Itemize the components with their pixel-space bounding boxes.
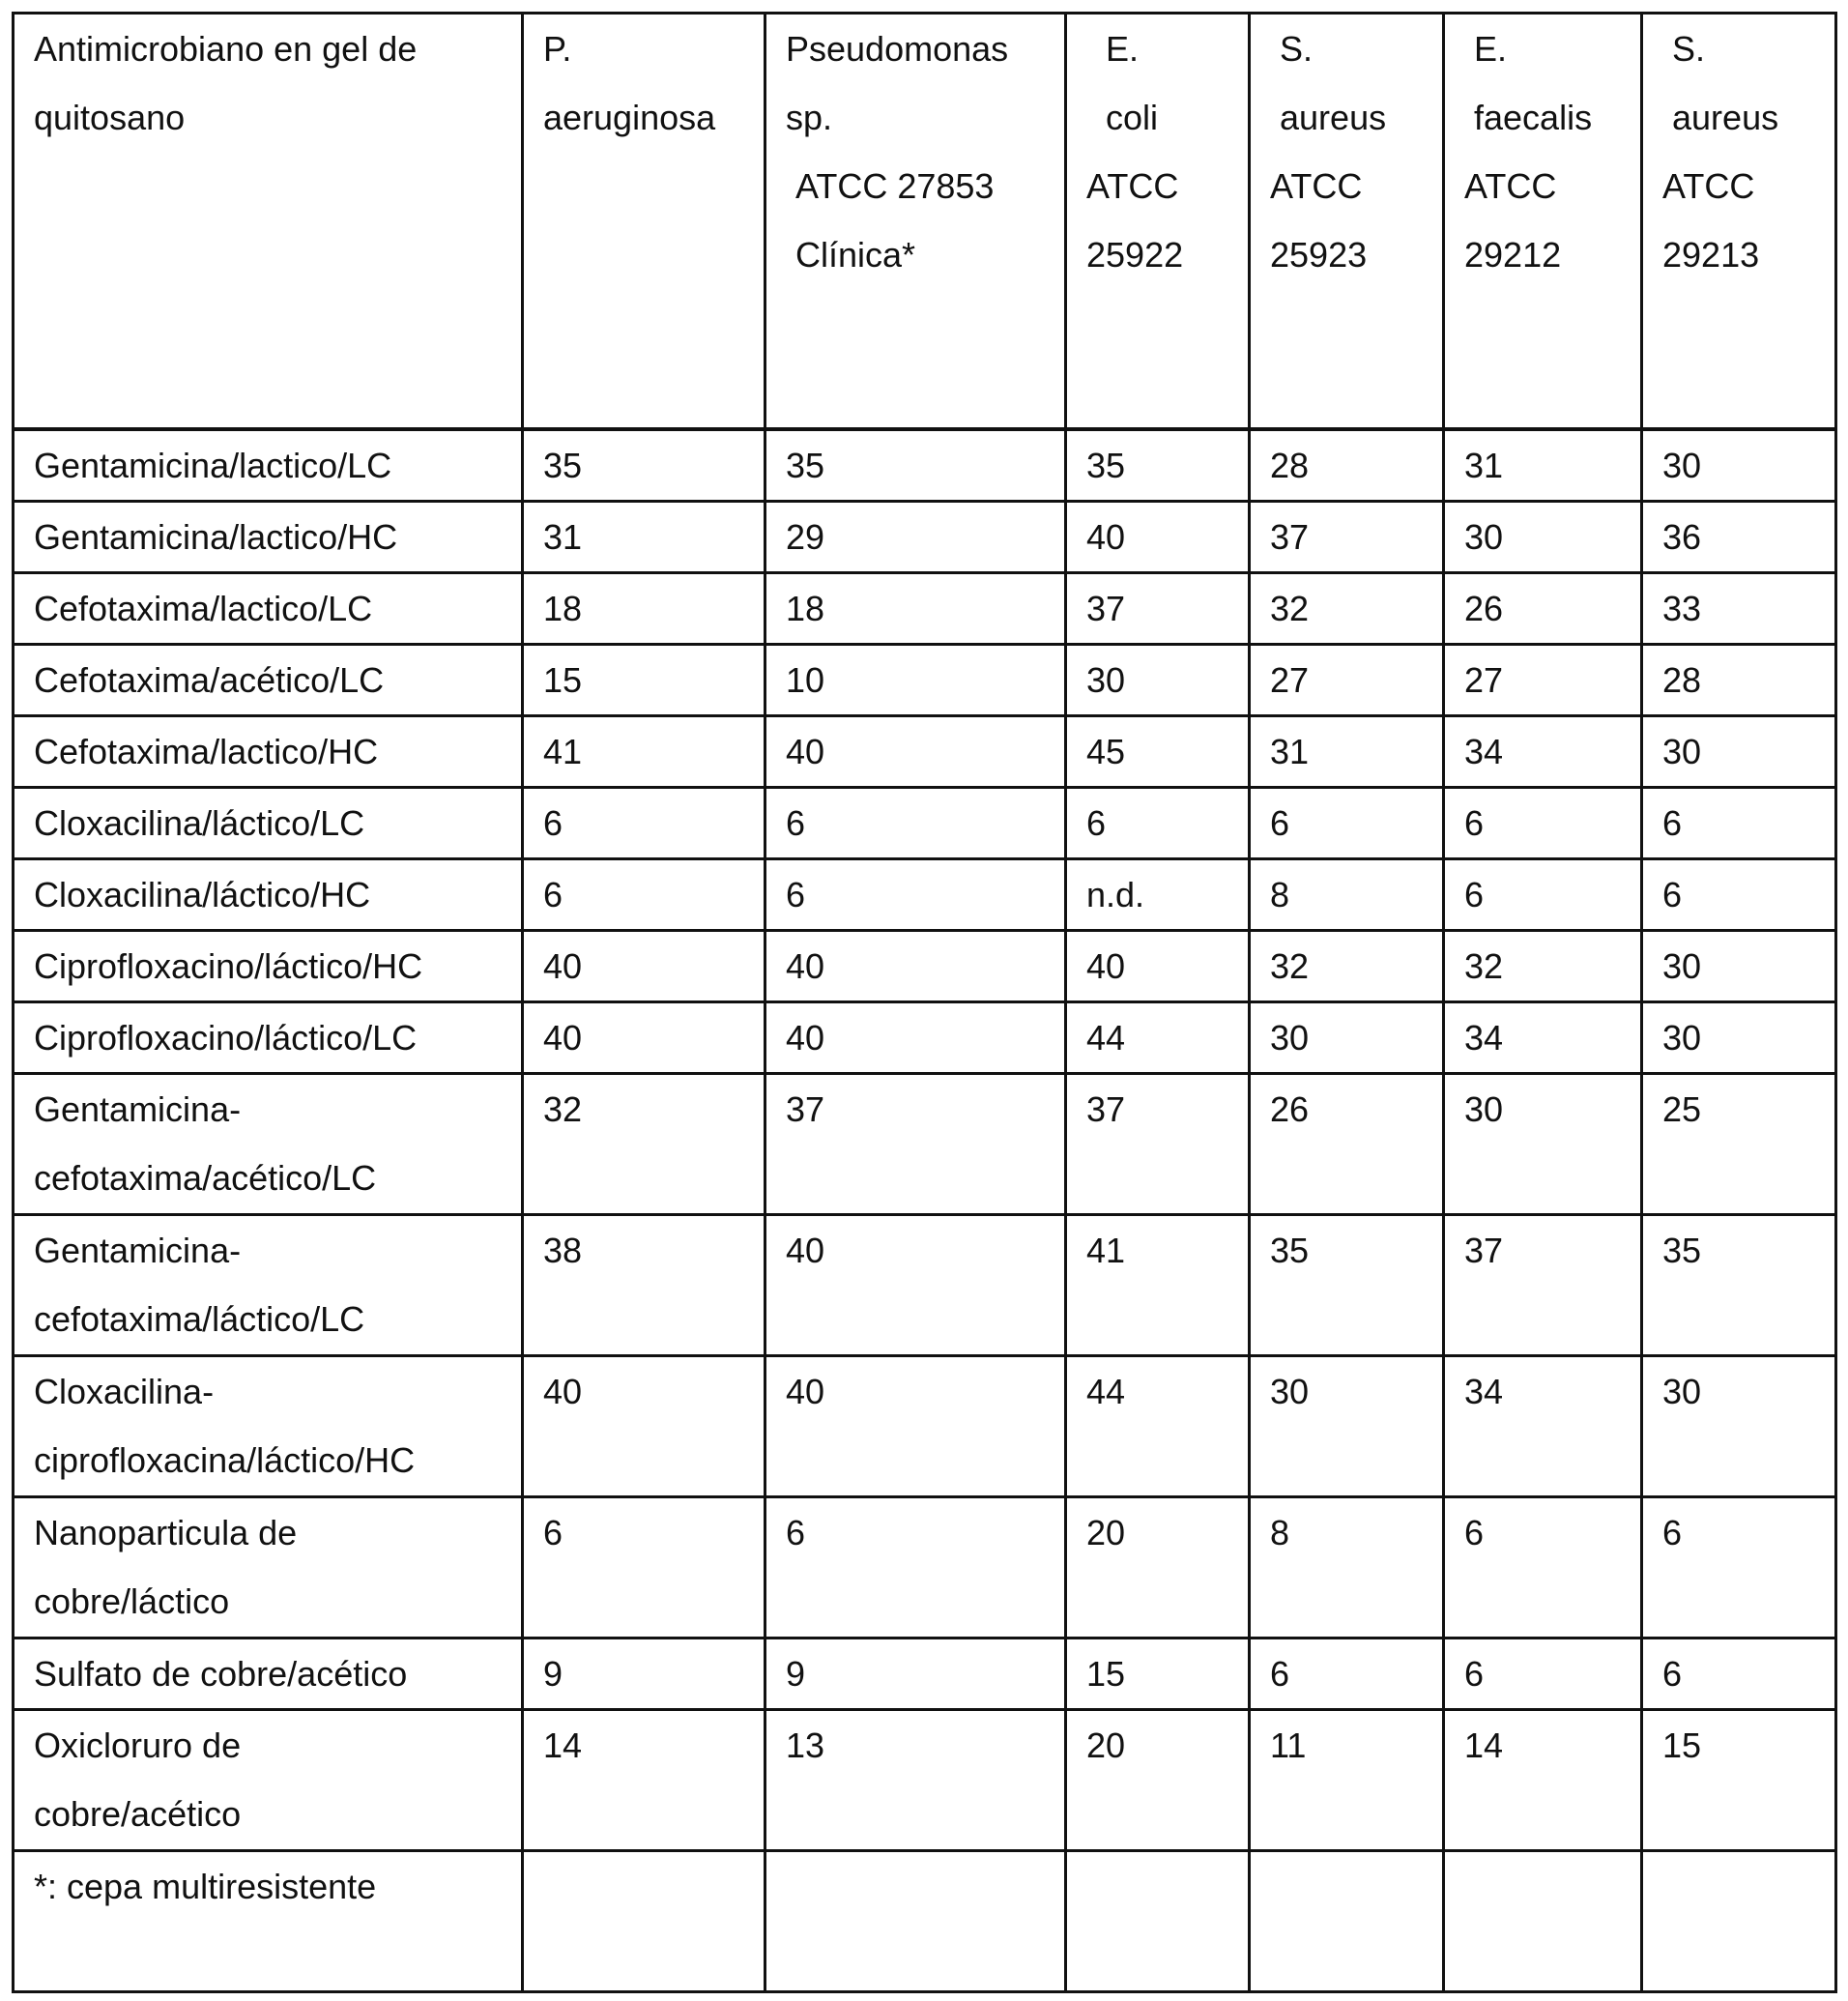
- header-cell: Antimicrobiano en gel de quitosano: [14, 14, 523, 430]
- value-cell: 32: [1250, 931, 1444, 1002]
- value-cell: 6: [765, 1497, 1066, 1638]
- header-cell: P. aeruginosa: [523, 14, 765, 430]
- row-label: Nanoparticula de cobre/láctico: [14, 1497, 523, 1638]
- row-label: Oxicloruro de cobre/acético: [14, 1710, 523, 1851]
- value-cell: 25: [1642, 1074, 1836, 1215]
- value-cell: 40: [765, 1215, 1066, 1356]
- row-label: Ciprofloxacino/láctico/HC: [14, 931, 523, 1002]
- value-cell: 30: [1642, 931, 1836, 1002]
- value-cell: 34: [1444, 1002, 1642, 1074]
- table-row: [14, 859, 1836, 931]
- value-cell: 31: [1250, 716, 1444, 788]
- value-cell: 30: [1642, 429, 1836, 502]
- row-label: Cloxacilina/láctico/LC: [14, 788, 523, 859]
- value-cell: 40: [765, 716, 1066, 788]
- row-label: Cefotaxima/lactico/HC: [14, 716, 523, 788]
- value-cell: 6: [1250, 1638, 1444, 1710]
- value-cell: 27: [1444, 645, 1642, 716]
- empty-cell: [765, 1851, 1066, 1992]
- value-cell: 9: [765, 1638, 1066, 1710]
- value-cell: 10: [765, 645, 1066, 716]
- value-cell: 30: [1642, 1356, 1836, 1497]
- table-row: [14, 1638, 1836, 1710]
- value-cell: 18: [523, 573, 765, 645]
- value-cell: 20: [1066, 1497, 1250, 1638]
- table-row: [14, 1710, 1836, 1851]
- value-cell: 28: [1250, 429, 1444, 502]
- table-row: [14, 931, 1836, 1002]
- empty-cell: [1066, 1851, 1250, 1992]
- table-row: [14, 1356, 1836, 1497]
- table-row: [14, 429, 1836, 502]
- results-table: [12, 12, 1837, 1993]
- header-cell: Pseudomonas sp. ATCC 27853 Clínica*: [765, 14, 1066, 430]
- value-cell: 40: [765, 931, 1066, 1002]
- footnote: *: cepa multiresistente: [14, 1851, 523, 1992]
- value-cell: 6: [1642, 859, 1836, 931]
- value-cell: 34: [1444, 1356, 1642, 1497]
- value-cell: 6: [1444, 1638, 1642, 1710]
- value-cell: 6: [1444, 788, 1642, 859]
- value-cell: 40: [523, 1356, 765, 1497]
- value-cell: 14: [1444, 1710, 1642, 1851]
- value-cell: 26: [1444, 573, 1642, 645]
- row-label: Sulfato de cobre/acético: [14, 1638, 523, 1710]
- value-cell: 30: [1444, 502, 1642, 573]
- value-cell: 31: [523, 502, 765, 573]
- value-cell: 13: [765, 1710, 1066, 1851]
- value-cell: 35: [523, 429, 765, 502]
- value-cell: 35: [1066, 429, 1250, 502]
- header-cell: S. aureus ATCC 29213: [1642, 14, 1836, 430]
- value-cell: 35: [765, 429, 1066, 502]
- value-cell: 37: [1444, 1215, 1642, 1356]
- empty-cell: [1250, 1851, 1444, 1992]
- value-cell: 40: [1066, 931, 1250, 1002]
- value-cell: 26: [1250, 1074, 1444, 1215]
- value-cell: 38: [523, 1215, 765, 1356]
- value-cell: 30: [1250, 1356, 1444, 1497]
- value-cell: 44: [1066, 1356, 1250, 1497]
- footnote-row: [14, 1851, 1836, 1992]
- value-cell: 30: [1642, 716, 1836, 788]
- value-cell: 33: [1642, 573, 1836, 645]
- value-cell: 15: [1642, 1710, 1836, 1851]
- value-cell: 6: [1642, 1497, 1836, 1638]
- table-row: [14, 645, 1836, 716]
- value-cell: 37: [765, 1074, 1066, 1215]
- value-cell: 34: [1444, 716, 1642, 788]
- value-cell: 40: [765, 1356, 1066, 1497]
- value-cell: 44: [1066, 1002, 1250, 1074]
- value-cell: 15: [1066, 1638, 1250, 1710]
- row-label: Gentamicina- cefotaxima/acético/LC: [14, 1074, 523, 1215]
- value-cell: 9: [523, 1638, 765, 1710]
- table-row: [14, 716, 1836, 788]
- empty-cell: [1642, 1851, 1836, 1992]
- value-cell: 31: [1444, 429, 1642, 502]
- value-cell: 37: [1066, 1074, 1250, 1215]
- value-cell: 41: [523, 716, 765, 788]
- value-cell: 28: [1642, 645, 1836, 716]
- row-label: Gentamicina- cefotaxima/láctico/LC: [14, 1215, 523, 1356]
- value-cell: 6: [1642, 788, 1836, 859]
- value-cell: 32: [523, 1074, 765, 1215]
- value-cell: 40: [523, 931, 765, 1002]
- header-cell: S. aureus ATCC 25923: [1250, 14, 1444, 430]
- value-cell: 6: [523, 788, 765, 859]
- empty-cell: [1444, 1851, 1642, 1992]
- value-cell: 37: [1066, 573, 1250, 645]
- value-cell: 35: [1250, 1215, 1444, 1356]
- value-cell: 8: [1250, 1497, 1444, 1638]
- value-cell: 37: [1250, 502, 1444, 573]
- value-cell: 30: [1250, 1002, 1444, 1074]
- empty-cell: [523, 1851, 765, 1992]
- header-cell: E. coli ATCC 25922: [1066, 14, 1250, 430]
- table-row: [14, 573, 1836, 645]
- row-label: Gentamicina/lactico/LC: [14, 429, 523, 502]
- value-cell: 14: [523, 1710, 765, 1851]
- value-cell: 35: [1642, 1215, 1836, 1356]
- value-cell: n.d.: [1066, 859, 1250, 931]
- value-cell: 6: [1642, 1638, 1836, 1710]
- value-cell: 6: [1444, 1497, 1642, 1638]
- table-row: [14, 1074, 1836, 1215]
- value-cell: 40: [765, 1002, 1066, 1074]
- value-cell: 40: [523, 1002, 765, 1074]
- value-cell: 11: [1250, 1710, 1444, 1851]
- value-cell: 36: [1642, 502, 1836, 573]
- table-row: [14, 1002, 1836, 1074]
- row-label: Ciprofloxacino/láctico/LC: [14, 1002, 523, 1074]
- value-cell: 32: [1250, 573, 1444, 645]
- value-cell: 6: [765, 788, 1066, 859]
- value-cell: 6: [1444, 859, 1642, 931]
- table-row: [14, 502, 1836, 573]
- header-cell: E. faecalis ATCC 29212: [1444, 14, 1642, 430]
- value-cell: 18: [765, 573, 1066, 645]
- value-cell: 27: [1250, 645, 1444, 716]
- row-label: Cloxacilina/láctico/HC: [14, 859, 523, 931]
- value-cell: 45: [1066, 716, 1250, 788]
- value-cell: 6: [1250, 788, 1444, 859]
- value-cell: 32: [1444, 931, 1642, 1002]
- value-cell: 30: [1642, 1002, 1836, 1074]
- table-row: [14, 788, 1836, 859]
- value-cell: 6: [1066, 788, 1250, 859]
- row-label: Gentamicina/lactico/HC: [14, 502, 523, 573]
- value-cell: 40: [1066, 502, 1250, 573]
- value-cell: 6: [765, 859, 1066, 931]
- value-cell: 41: [1066, 1215, 1250, 1356]
- value-cell: 6: [523, 859, 765, 931]
- value-cell: 15: [523, 645, 765, 716]
- header-row: [14, 14, 1836, 430]
- table-row: [14, 1497, 1836, 1638]
- row-label: Cloxacilina- ciprofloxacina/láctico/HC: [14, 1356, 523, 1497]
- row-label: Cefotaxima/acético/LC: [14, 645, 523, 716]
- value-cell: 20: [1066, 1710, 1250, 1851]
- value-cell: 6: [523, 1497, 765, 1638]
- value-cell: 30: [1066, 645, 1250, 716]
- table-row: [14, 1215, 1836, 1356]
- value-cell: 8: [1250, 859, 1444, 931]
- row-label: Cefotaxima/lactico/LC: [14, 573, 523, 645]
- value-cell: 30: [1444, 1074, 1642, 1215]
- value-cell: 29: [765, 502, 1066, 573]
